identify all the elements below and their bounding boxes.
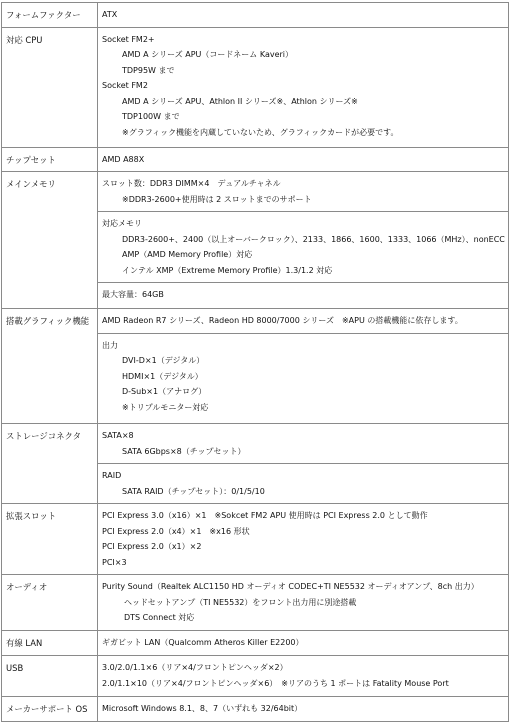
spec-value-line: TDP95W まで [122, 65, 175, 75]
spec-value-block [98, 211, 508, 282]
spec-value-line: DVI-D×1（デジタル） [122, 356, 205, 365]
spec-value-line: 対応メモリ [102, 219, 142, 228]
spec-value-line: インテル XMP（Extreme Memory Profile）1.3/1.2 対応 [122, 265, 333, 275]
spec-value-line: D-Sub×1（アナログ） [122, 387, 207, 396]
spec-value-block [98, 575, 508, 630]
spec-value-line: ※DDR3-2600+使用時は 2 スロットまでのサポート [122, 194, 312, 204]
spec-label: 拡張スロット [2, 504, 98, 575]
spec-value-block [98, 333, 508, 420]
spec-row-usb [2, 656, 509, 697]
spec-value-block [98, 463, 508, 503]
spec-value-block [98, 309, 508, 333]
spec-label: フォームファクター [2, 3, 98, 28]
spec-row-graphics [2, 309, 509, 424]
spec-row-form-factor [2, 3, 509, 28]
spec-value [98, 575, 509, 631]
spec-value-line: AMD A シリーズ APU、Athlon II シリーズ※、Athlon シリーズ※ [122, 96, 358, 106]
spec-table-body [2, 3, 509, 722]
spec-row-storage [2, 424, 509, 504]
spec-value-line: PCI×3 [102, 557, 127, 567]
spec-row-expansion [2, 504, 509, 575]
spec-value-line: AMD A シリーズ APU（コードネーム Kaveri） [122, 50, 294, 59]
spec-value-block [98, 172, 508, 211]
spec-value-line: ATX [102, 10, 118, 19]
spec-value-line: Socket FM2 [102, 81, 148, 90]
spec-value-line: ※グラフィック機能を内蔵していないため、グラフィックカードが必要です。 [122, 127, 399, 137]
spec-value [98, 631, 509, 656]
spec-value-line: Purity Sound（Realtek ALC1150 HD オーディオ CODEC+TI NE5532 オーディオアンプ、8ch 出力） [102, 582, 479, 591]
spec-row-chipset [2, 147, 509, 172]
spec-value-block [98, 631, 508, 655]
spec-value-line: 2.0/1.1×10（リア×4/フロントピンヘッダ×6） ※リアのうち 1 ポートは Fatality Mouse Port [102, 678, 449, 688]
spec-value [98, 309, 509, 424]
spec-value-line: 最大容量：64GB [102, 290, 164, 299]
spec-value-line: ギガビット LAN（Qualcomm Atheros Killer E2200） [102, 638, 304, 647]
spec-value-line: DTS Connect 対応 [124, 613, 195, 622]
spec-value-line: HDMI×1（デジタル） [122, 371, 203, 381]
spec-value-line: スロット数：DDR3 DIMM×4 デュアルチャネル [102, 179, 281, 188]
spec-value-block [98, 28, 508, 145]
spec-value-block [98, 282, 508, 307]
spec-value-line: RAID [102, 471, 122, 480]
spec-value [98, 172, 509, 309]
spec-value-block [98, 424, 508, 463]
spec-value-block [98, 3, 508, 27]
spec-value-line: SATA×8 [102, 431, 134, 440]
spec-value-line: TDP100W まで [122, 112, 180, 121]
spec-value-line: SATA 6Gbps×8（チップセット） [122, 446, 246, 456]
spec-label: メインメモリ [2, 172, 98, 309]
spec-value-line: AMP（AMD Memory Profile）対応 [122, 250, 253, 259]
spec-value-line: ※トリプルモニター対応 [122, 402, 209, 412]
spec-value [98, 656, 509, 697]
spec-value [98, 424, 509, 504]
spec-value-line: PCI Express 2.0（x1）×2 [102, 542, 202, 551]
spec-value [98, 504, 509, 575]
spec-value-line: PCI Express 3.0（x16）×1 ※Sokcet FM2 APU 使用時は PCI Express 2.0 として動作 [102, 511, 428, 520]
spec-value [98, 697, 509, 722]
spec-label: チップセット [2, 147, 98, 172]
spec-label: 有線 LAN [2, 631, 98, 656]
spec-label: オーディオ [2, 575, 98, 631]
spec-value-line: 出力 [102, 340, 118, 350]
spec-row-audio [2, 575, 509, 631]
spec-value-line: AMD Radeon R7 シリーズ、Radeon HD 8000/7000 シリーズ ※APU の搭載機能に依存します。 [102, 316, 463, 325]
spec-row-cpu [2, 27, 509, 147]
spec-table [1, 2, 509, 722]
spec-value-line: SATA RAID（チップセット）：0/1/5/10 [122, 486, 265, 496]
spec-value [98, 147, 509, 172]
spec-value-line: AMD A88X [102, 154, 145, 164]
spec-value [98, 27, 509, 147]
spec-value-line: PCI Express 2.0（x4）×1 ※x16 形状 [102, 526, 250, 536]
spec-value-line: Socket FM2+ [102, 34, 155, 44]
spec-value-line: 3.0/2.0/1.1×6（リア×4/フロントピンヘッダ×2） [102, 663, 288, 672]
spec-label: ストレージコネクタ [2, 424, 98, 504]
spec-value [98, 3, 509, 28]
spec-value-block [98, 148, 508, 172]
spec-row-os [2, 697, 509, 722]
spec-value-line: Microsoft Windows 8.1、8、7（いずれも 32/64bit） [102, 704, 303, 713]
spec-label: 対応 CPU [2, 27, 98, 147]
spec-label: USB [2, 656, 98, 697]
spec-value-block [98, 504, 508, 574]
spec-value-block [98, 656, 508, 695]
spec-row-lan [2, 631, 509, 656]
spec-row-memory [2, 172, 509, 309]
spec-value-block [98, 697, 508, 721]
spec-value-line: ヘッドセットアンプ（TI NE5532）をフロント出力用に別途搭載 [124, 597, 357, 607]
spec-label: メーカーサポート OS [2, 697, 98, 722]
spec-value-line: DDR3-2600+、2400（以上オーバークロック）、2133、1866、1600、1333、1066（MHz）、nonECC [122, 234, 505, 244]
spec-label: 搭載グラフィック機能 [2, 309, 98, 424]
